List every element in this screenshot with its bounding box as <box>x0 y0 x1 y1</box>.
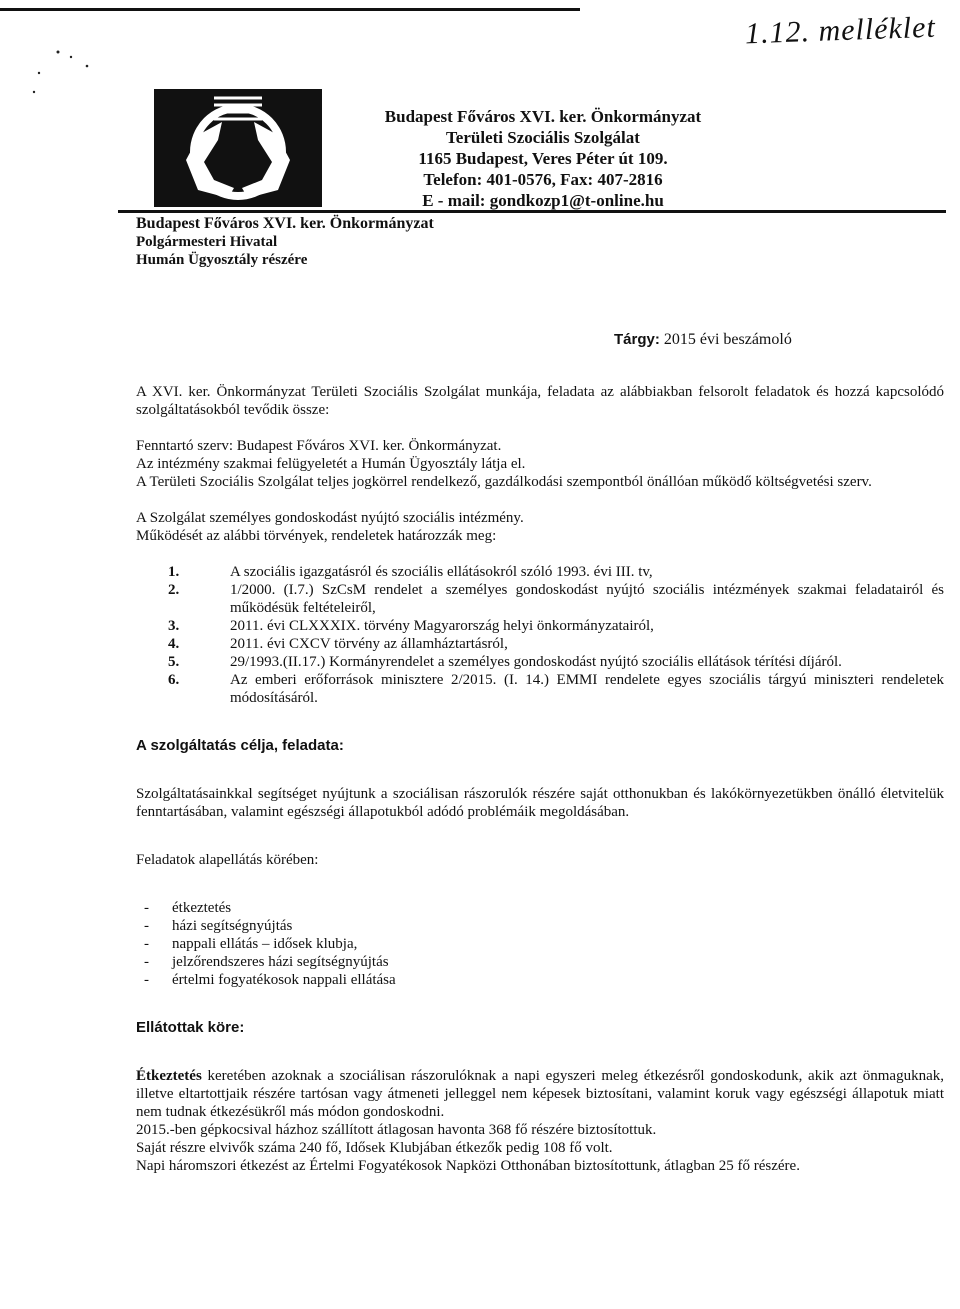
task-text: házi segítségnyújtás <box>172 918 293 934</box>
dash-bullet: - <box>144 918 149 934</box>
sender-line: Telefon: 401-0576, Fax: 407-2816 <box>423 170 663 189</box>
tasks-heading: Feladatok alapellátás körében: <box>136 852 319 868</box>
purpose-heading: A szolgáltatás célja, feladata: <box>136 737 344 754</box>
dash-bullet: - <box>144 972 149 988</box>
law-item <box>136 671 944 707</box>
legal-intro-line: Működését az alábbi törvények, rendeletek határozzák meg: <box>136 528 497 544</box>
task-text: jelzőrendszeres házi segítségnyújtás <box>172 954 389 970</box>
law-number: 3. <box>168 618 180 634</box>
law-text: 1/2000. (I.7.) SzCsM rendelet a személyes gondoskodást nyújtó szociális intézmények szakmai feladatairól és működésük feltételeiről, <box>230 582 944 616</box>
purpose-paragraph: Szolgáltatásainkkal segítséget nyújtunk a szociálisan rászorulók részére saját otthonukban és lakókörnyezetükben önálló életvitelük fenntartásában, valamint egészségi állapotukból adódó problémáik megoldásában. <box>136 786 944 820</box>
handwritten-note: 1.12. melléklet <box>744 10 937 51</box>
law-number: 6. <box>168 672 180 688</box>
operator-line: Fenntartó szerv: Budapest Főváros XVI. ker. Önkormányzat. <box>136 438 502 454</box>
sender-block <box>368 106 718 211</box>
intro-paragraph: A XVI. ker. Önkormányzat Területi Szociális Szolgálat munkája, feladata az alábbiakban felsorolt feladatok és hozzá kapcsolódó szolgáltatásokból tevődik össze: <box>136 384 944 418</box>
sender-line: Budapest Főváros XVI. ker. Önkormányzat <box>384 107 702 126</box>
letter-body <box>136 383 944 1175</box>
law-text: 2011. évi CXCV törvény az államháztartásról, <box>230 636 508 652</box>
law-number: 2. <box>168 582 180 598</box>
served-line: Saját részre elvivők száma 240 fő, Idősek Klubjában étkezők pedig 108 fő volt. <box>136 1140 613 1156</box>
dash-bullet: - <box>144 936 149 952</box>
recipient-block <box>136 215 434 269</box>
law-text: 2011. évi CLXXXIX. törvény Magyarország helyi önkormányzatairól, <box>230 618 654 634</box>
operator-line: A Területi Szociális Szolgálat teljes jogkörrel rendelkező, gazdálkodási szempontból önállóan működő költségvetési szerv. <box>136 474 872 490</box>
operator-line: Az intézmény szakmai felügyeletét a Humán Ügyosztály látja el. <box>136 456 526 472</box>
dash-bullet: - <box>144 900 149 916</box>
subject-value: 2015 évi beszámoló <box>663 331 792 348</box>
task-text: értelmi fogyatékosok nappali ellátása <box>172 972 396 988</box>
task-item <box>136 899 944 917</box>
catering-keyword: Étkeztetés <box>136 1068 202 1084</box>
served-heading: Ellátottak köre: <box>136 1019 245 1036</box>
task-text: étkeztetés <box>172 900 232 916</box>
scan-specks <box>0 0 120 120</box>
law-text: 29/1993.(II.17.) Kormányrendelet a személyes gondoskodást nyújtó szociális ellátások térítési díjáról. <box>230 654 842 670</box>
task-item <box>136 935 944 953</box>
hands-logo-icon <box>148 84 328 212</box>
header-rule <box>118 210 946 213</box>
law-text: Az emberi erőforrások minisztere 2/2015. (I. 14.) EMMI rendelete egyes szociális tárgyú miniszteri rendeletek módosításáról. <box>230 672 944 706</box>
task-text: nappali ellátás – idősek klubja, <box>172 936 358 952</box>
sender-line: E - mail: gondkozp1@t-online.hu <box>422 191 664 210</box>
task-item <box>136 917 944 935</box>
recipient-line: Budapest Főváros XVI. ker. Önkormányzat <box>136 215 434 232</box>
served-line: 2015.-ben gépkocsival házhoz szállított átlagosan havonta 368 fő részére biztosítottuk. <box>136 1122 657 1138</box>
recipient-line: Humán Ügyosztály részére <box>136 252 308 268</box>
recipient-line: Polgármesteri Hivatal <box>136 234 278 250</box>
law-item <box>136 635 944 653</box>
legal-intro-line: A Szolgálat személyes gondoskodást nyújtó szociális intézmény. <box>136 510 524 526</box>
law-text: A szociális igazgatásról és szociális ellátásokról szóló 1993. évi III. tv, <box>230 564 653 580</box>
law-number: 4. <box>168 636 180 652</box>
catering-text: keretében azoknak a szociálisan rászorulóknak a napi egyszeri meleg étkezésről gondoskodunk, akik azt önmaguknak, illetve eltartottjaik részére tartósan vagy átmeneti jelleggel nem képesek biztosítani, valamint koruk vagy egészségi állapotuk miatt nem tudnak étkezésükről más módon gondoskodni. <box>136 1068 944 1120</box>
law-item <box>136 563 944 581</box>
law-item <box>136 653 944 671</box>
served-line: Napi háromszori étkezést az Értelmi Fogyatékosok Napközi Otthonában biztosítottunk, átlagban 25 fő részére. <box>136 1158 800 1174</box>
law-number: 1. <box>168 564 180 580</box>
dash-bullet: - <box>144 954 149 970</box>
subject-label: Tárgy: <box>614 331 660 348</box>
law-number: 5. <box>168 654 180 670</box>
task-item <box>136 953 944 971</box>
sender-line: 1165 Budapest, Veres Péter út 109. <box>418 149 668 168</box>
catering-paragraph <box>136 1067 944 1121</box>
law-item <box>136 617 944 635</box>
subject-line <box>614 331 792 349</box>
task-item <box>136 971 944 989</box>
law-item <box>136 581 944 617</box>
sender-line: Területi Szociális Szolgálat <box>446 128 640 147</box>
